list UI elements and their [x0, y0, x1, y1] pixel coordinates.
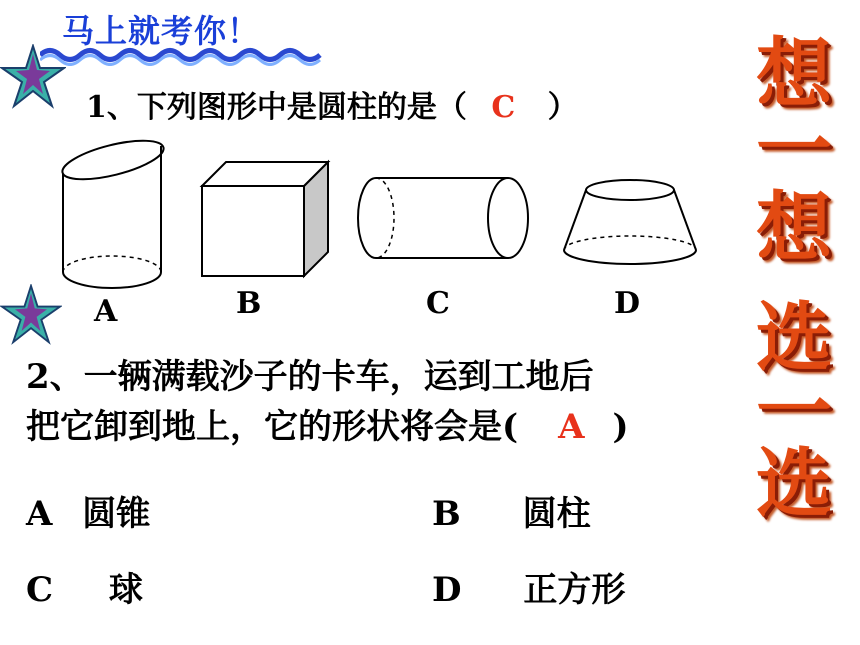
question-2-line-2 — [26, 402, 629, 452]
option-letter: A — [26, 494, 53, 534]
side-banner-char: 选 — [756, 439, 832, 528]
option-text: 正方形 — [523, 570, 626, 610]
question-1-close: ） — [547, 90, 578, 125]
star-icon — [0, 44, 66, 110]
question-1-answer: C — [491, 90, 516, 125]
horizontal-cylinder-icon — [352, 172, 532, 264]
title-underline-wave — [40, 44, 330, 66]
side-banner-char: 选 — [756, 293, 832, 382]
question-1-text: 1、下列图形中是圆柱的是（ — [86, 90, 467, 125]
side-banner-char: 想 — [756, 183, 832, 272]
option-a — [26, 486, 150, 535]
question-2-answer: A — [558, 407, 585, 447]
cube-icon — [196, 156, 336, 282]
page-title: 马上就考你！ — [62, 12, 261, 50]
question-2-text: 把它卸到地上，它的形状将会是( — [26, 407, 519, 447]
side-banner-char: 一 — [756, 105, 832, 194]
option-c — [26, 562, 143, 611]
star-icon — [0, 284, 62, 346]
side-banner-char: 一 — [756, 367, 832, 456]
question-2-close: ) — [612, 407, 629, 447]
side-banner-char: 想 — [756, 29, 832, 118]
question-2 — [26, 352, 629, 452]
option-text: 圆锥 — [82, 494, 151, 534]
figure-label-b: B — [236, 286, 262, 321]
question-2-line-1: 2、一辆满载沙子的卡车，运到工地后 — [26, 357, 594, 397]
option-letter: D — [432, 570, 462, 610]
frustum-icon — [560, 176, 700, 272]
option-text: 圆柱 — [522, 494, 591, 534]
figure-label-a: A — [94, 294, 118, 329]
question-1 — [86, 82, 578, 126]
option-d — [432, 562, 625, 611]
option-text: 球 — [108, 570, 143, 610]
option-letter: C — [26, 570, 54, 610]
slanted-cylinder-icon — [55, 130, 175, 298]
option-b — [432, 486, 591, 535]
figure-label-c: C — [426, 286, 450, 321]
option-letter: B — [432, 494, 461, 534]
figure-label-d: D — [614, 286, 641, 321]
